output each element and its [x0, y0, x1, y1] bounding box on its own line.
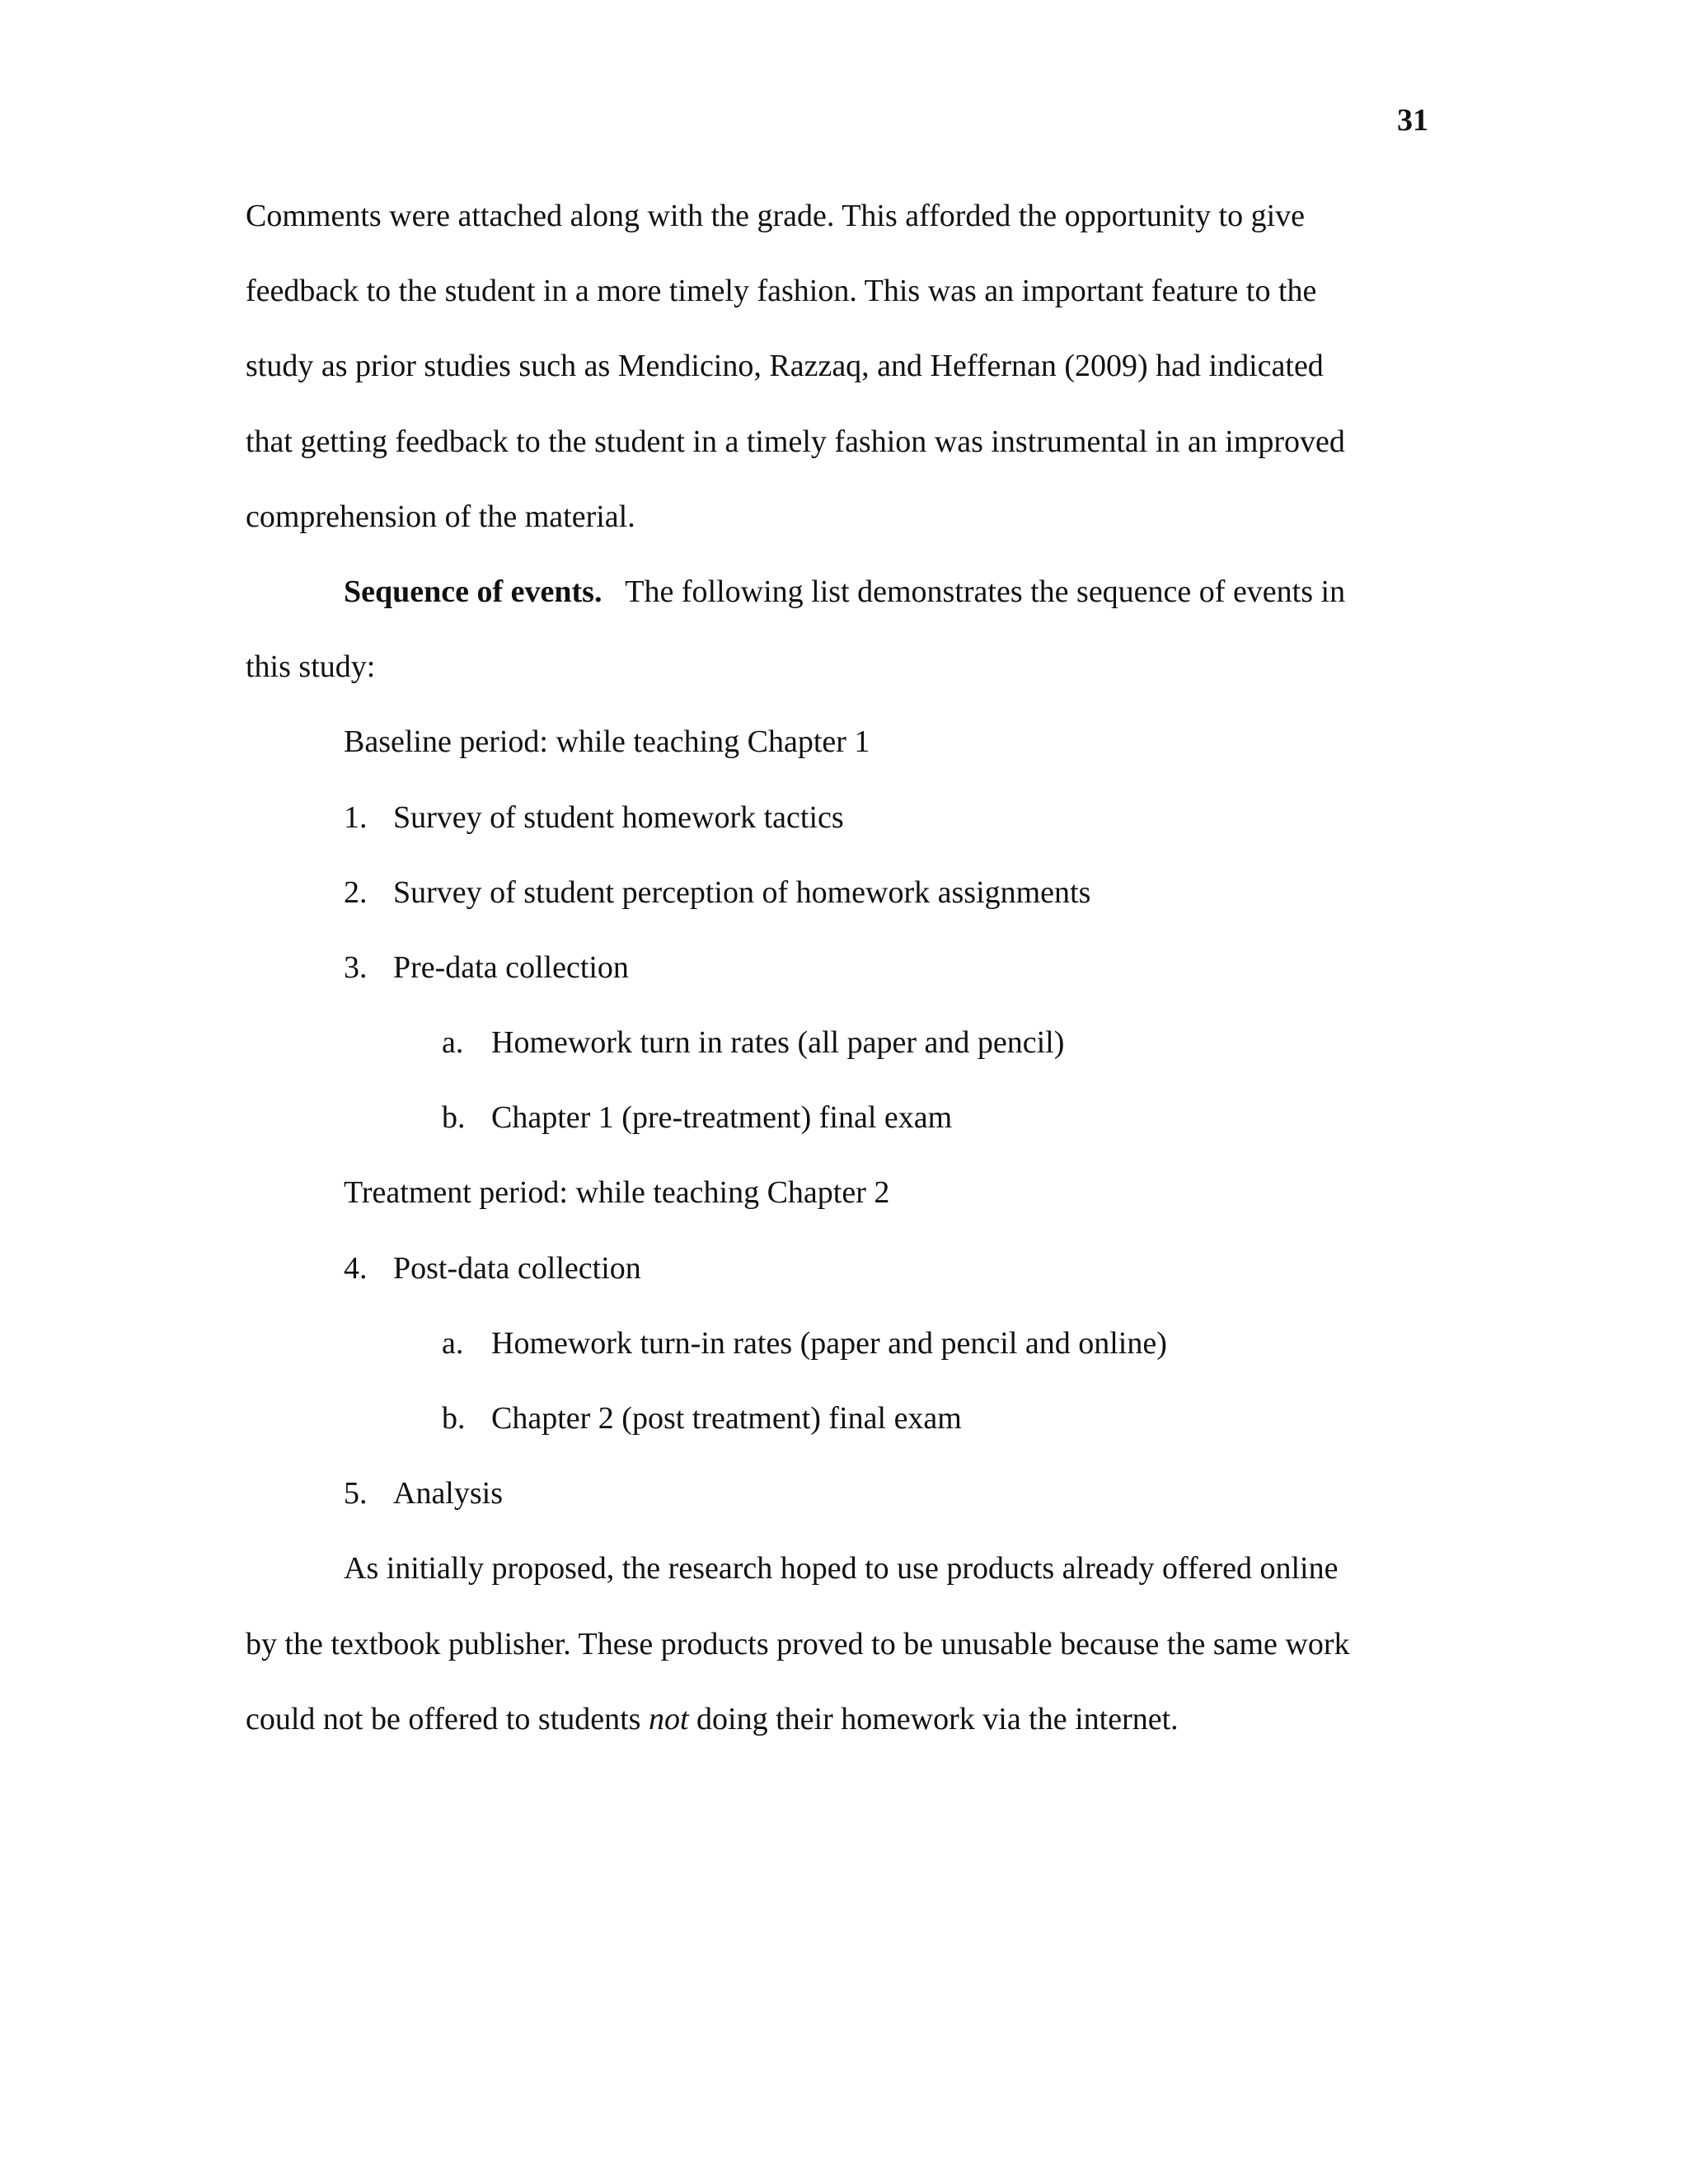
paragraph-line: comprehension of the material. [246, 499, 635, 534]
emphasis-text: not [648, 1701, 689, 1736]
list-item [246, 944, 1416, 1019]
baseline-period-label: Baseline period: while teaching Chapter 1 [344, 724, 870, 760]
list-item [246, 1245, 1416, 1320]
text-run: could not be offered to students [246, 1701, 649, 1736]
sub-list-item [246, 1094, 1416, 1169]
list-text: Post-data collection [393, 1250, 641, 1286]
sub-list-letter: a. [442, 1025, 464, 1061]
list-number: 4. [344, 1250, 368, 1286]
treatment-period-label: Treatment period: while teaching Chapter 2 [344, 1175, 890, 1211]
sub-list-letter: a. [442, 1325, 464, 1361]
page-body [246, 193, 1416, 1771]
sub-list-text: Chapter 2 (post treatment) final exam [491, 1401, 962, 1436]
list-text: Survey of student perception of homework assignments [393, 874, 1091, 910]
sub-list-letter: b. [442, 1401, 466, 1436]
sub-list-text: Homework turn in rates (all paper and pencil) [491, 1025, 1065, 1061]
list-text: Survey of student homework tactics [393, 799, 844, 835]
sub-list-item [246, 1395, 1416, 1470]
list-number: 5. [344, 1476, 368, 1511]
list-text: Pre-data collection [393, 949, 629, 985]
list-item [246, 869, 1416, 944]
sequence-heading-line [246, 569, 1416, 644]
sub-list-item [246, 1320, 1416, 1395]
list-number: 2. [344, 874, 368, 910]
text-run: doing their homework via the internet. [688, 1701, 1179, 1736]
list-item [246, 794, 1416, 869]
paragraph-line: feedback to the student in a more timely fashion. This was an important feature to the [246, 274, 1317, 309]
paragraph-line: that getting feedback to the student in a timely fashion was instrumental in an improved [246, 424, 1345, 459]
list-number: 1. [344, 799, 368, 835]
section-heading: Sequence of events. [344, 574, 603, 609]
paragraph-line: study as prior studies such as Mendicino, Razzaq, and Heffernan (2009) had indicated [246, 349, 1324, 384]
list-item [246, 1470, 1416, 1545]
paragraph-line: by the textbook publisher. These products proved to be unusable because the same work [246, 1626, 1350, 1661]
list-text: Analysis [393, 1476, 503, 1511]
page-number: 31 [1397, 103, 1428, 138]
spacer [602, 574, 625, 609]
sub-list-text: Chapter 1 (pre-treatment) final exam [491, 1100, 953, 1136]
sub-list-text: Homework turn-in rates (paper and pencil and online) [491, 1325, 1167, 1361]
section-intro-continued: this study: [246, 649, 376, 685]
section-intro: The following list demonstrates the sequence of events in [625, 574, 1346, 609]
paragraph-line: As initially proposed, the research hoped to use products already offered online [344, 1551, 1339, 1586]
paragraph-line [246, 1696, 1416, 1771]
sub-list-item [246, 1019, 1416, 1094]
list-number: 3. [344, 949, 368, 985]
paragraph-line: Comments were attached along with the grade. This afforded the opportunity to give [246, 199, 1305, 233]
sub-list-letter: b. [442, 1100, 466, 1136]
